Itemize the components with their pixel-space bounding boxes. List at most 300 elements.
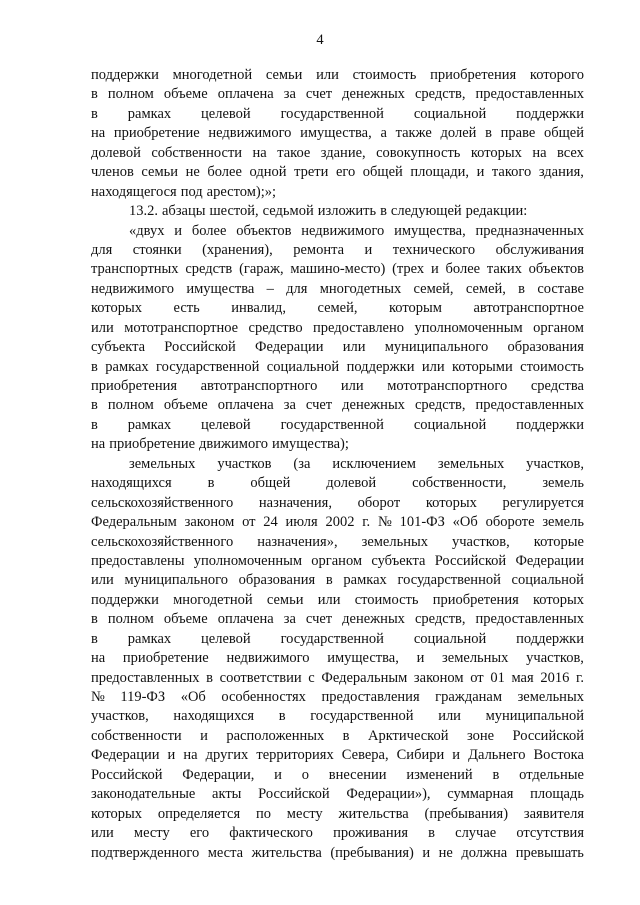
word: Сибири: [396, 747, 445, 764]
word: в: [342, 727, 350, 744]
word: (гараж,: [239, 261, 284, 278]
text-line: [91, 552, 584, 571]
word: общей: [250, 475, 291, 492]
word: на: [252, 144, 267, 161]
word: законом: [184, 514, 235, 531]
word: трети: [294, 164, 329, 181]
word: или: [438, 708, 461, 725]
word: земельных: [129, 455, 196, 472]
word: также: [395, 125, 432, 142]
word: социальной: [413, 416, 487, 433]
word: седьмой: [262, 203, 314, 220]
text-line: [91, 533, 584, 552]
word: долевой: [91, 144, 141, 161]
word: приобретения: [432, 591, 519, 608]
word: семей,: [465, 280, 506, 297]
word: долей: [440, 125, 477, 142]
text-line: [91, 183, 584, 202]
text-line: [91, 591, 584, 610]
word: полном: [107, 397, 154, 414]
word: органом: [311, 552, 363, 569]
word: г.: [362, 514, 371, 531]
word: предоставлены: [91, 552, 185, 569]
word: в: [518, 280, 526, 297]
word: приобретения: [430, 67, 517, 83]
word: органом: [533, 319, 584, 336]
word: с: [308, 669, 315, 686]
word: многодетной: [173, 591, 253, 608]
word: недвижимого: [226, 650, 310, 667]
word: участков: [217, 455, 272, 472]
word: предоставленных: [91, 669, 200, 686]
word: средства: [530, 378, 584, 394]
text-line: [91, 844, 584, 863]
text-line: [91, 85, 584, 104]
word: субъекта: [371, 552, 426, 569]
word: земель: [542, 475, 584, 492]
word: и: [422, 844, 431, 861]
text-line: [91, 377, 584, 396]
word: земельных: [517, 689, 584, 705]
word: зоне: [466, 727, 495, 744]
text-line: [91, 396, 584, 415]
word: Российской: [258, 786, 330, 803]
word: в: [485, 125, 492, 142]
word: таких: [486, 261, 522, 278]
word: определяется: [157, 805, 241, 822]
word: всех: [557, 144, 584, 161]
word: Российской: [164, 339, 236, 356]
text-line: [91, 66, 584, 85]
word: поддержки: [346, 358, 415, 375]
word: государственной: [280, 105, 384, 122]
text-line: [91, 571, 584, 590]
word: имущества,: [327, 650, 399, 667]
text-line: [91, 727, 584, 746]
word: машино-место): [290, 261, 386, 278]
text-line: [91, 610, 584, 629]
word: земель: [542, 514, 584, 531]
word: государственной: [156, 358, 260, 375]
word: 2002: [325, 514, 355, 531]
word: в: [206, 669, 213, 686]
word: государственной: [280, 630, 384, 647]
text-line: [91, 824, 584, 843]
word: регулируется: [502, 494, 584, 511]
word: других: [205, 747, 249, 764]
word: по: [255, 805, 271, 822]
word: семьи: [266, 591, 304, 608]
word: в: [325, 572, 333, 589]
word: месту: [286, 805, 323, 822]
word: и: [476, 164, 485, 181]
word: о: [301, 766, 309, 783]
word: более: [191, 222, 227, 239]
word: средство: [248, 319, 303, 336]
word: счет: [305, 611, 333, 628]
text-line: [91, 455, 584, 474]
word: оплачена: [217, 86, 274, 103]
word: не: [185, 164, 200, 181]
word: жительства: [251, 844, 322, 861]
word: 13.2.: [129, 203, 158, 220]
word: здание,: [320, 144, 366, 161]
word: от: [242, 514, 256, 531]
word: земельных: [361, 533, 428, 550]
word: или: [317, 591, 341, 608]
word: Российской: [91, 766, 163, 783]
word: участков,: [526, 455, 584, 472]
word: подтвержденного: [91, 844, 200, 861]
word: приобретение: [113, 125, 200, 142]
word: недвижимого: [301, 222, 385, 239]
word: объеме: [163, 611, 208, 628]
word: средств,: [414, 86, 466, 103]
word: на: [91, 436, 106, 453]
word: муниципального: [384, 339, 489, 356]
word: назначения»,: [257, 533, 338, 550]
word: «Об: [452, 514, 478, 531]
word: автотранспортное: [473, 300, 584, 317]
word: законом: [413, 669, 464, 686]
word: мая: [511, 669, 534, 686]
word: семей,: [317, 300, 358, 317]
text-line: [91, 805, 584, 824]
word: июля: [285, 514, 318, 531]
word: редакции:: [465, 203, 528, 220]
word: которым: [389, 300, 442, 317]
word: для: [286, 280, 308, 297]
word: социальной: [413, 630, 487, 647]
word: отдельные: [519, 766, 584, 783]
word: гражданам: [435, 689, 503, 705]
word: муниципального: [124, 572, 228, 589]
word: приобретение: [122, 650, 209, 667]
word: которых: [532, 591, 584, 608]
word: Федерации: [515, 552, 584, 569]
text-line: [91, 260, 584, 279]
word: более: [445, 261, 481, 278]
text-line: [91, 416, 584, 435]
word: поддержки: [91, 67, 159, 83]
word: предоставленных: [475, 397, 584, 414]
word: средств,: [414, 611, 466, 628]
text-line: [91, 649, 584, 668]
word: движимого: [199, 436, 269, 453]
text-line: [91, 319, 584, 338]
word: участков,: [452, 533, 510, 550]
word: арестом);»;: [206, 183, 277, 200]
word: Федеральным: [91, 514, 177, 531]
word: г.: [576, 669, 584, 686]
word: превышать: [515, 844, 584, 861]
word: имущества);: [272, 436, 349, 453]
word: стоимость: [354, 591, 419, 608]
word: участков,: [526, 650, 584, 667]
word: уполномоченным: [193, 552, 303, 569]
word: площадь: [530, 786, 584, 803]
word: Федерации,: [182, 766, 255, 783]
word: в: [278, 708, 286, 725]
text-line: [91, 707, 584, 726]
text-line: [91, 338, 584, 357]
word: (за: [293, 455, 311, 472]
word: оплачена: [217, 397, 274, 414]
word: рамках: [127, 416, 172, 433]
word: собственности: [151, 144, 243, 161]
word: рамках: [127, 630, 172, 647]
text-line: [91, 202, 584, 221]
word: денежных: [342, 397, 405, 414]
word: за: [283, 86, 296, 103]
word: или: [342, 339, 366, 356]
word: такого: [491, 164, 532, 181]
text-line: [91, 144, 584, 163]
word: «Об: [180, 689, 206, 705]
word: 2016: [540, 669, 570, 686]
word: рамках: [105, 358, 149, 375]
word: суммарная: [447, 786, 514, 803]
word: общей: [543, 125, 584, 142]
word: полном: [107, 86, 154, 103]
word: обслуживания: [495, 241, 584, 258]
word: поддержки: [516, 105, 584, 122]
word: поддержки: [91, 591, 159, 608]
word: особенностях: [221, 689, 306, 705]
word: предоставленных: [475, 611, 584, 628]
text-line: [91, 630, 584, 649]
word: Федерации: [91, 747, 160, 764]
word: Дальнего: [468, 747, 526, 764]
word: государственной: [310, 708, 414, 725]
word: Федерации: [255, 339, 324, 356]
word: поддержки: [516, 416, 584, 433]
text-line: [91, 688, 584, 707]
word: предназначенных: [475, 222, 584, 239]
word: №: [91, 689, 105, 705]
word: составе: [537, 280, 584, 297]
word: не: [438, 844, 453, 861]
word: стоянки: [132, 241, 182, 258]
word: в: [207, 475, 215, 492]
word: долевой: [326, 475, 377, 492]
word: его: [335, 164, 356, 181]
word: поддержки: [516, 630, 584, 647]
text-line: [91, 163, 584, 182]
word: инвалид,: [231, 300, 286, 317]
word: а: [380, 125, 387, 142]
text-line: [91, 669, 584, 688]
text-line: [91, 241, 584, 260]
word: жительства: [338, 805, 409, 822]
word: Федерации»),: [346, 786, 431, 803]
word: заявителя: [523, 805, 584, 822]
text-line: [91, 746, 584, 765]
word: членов: [91, 164, 134, 181]
page-number: 4: [316, 32, 324, 48]
word: следующей: [390, 203, 462, 220]
word: случае: [455, 825, 497, 842]
word: многодетной: [172, 67, 253, 83]
word: внесении: [328, 766, 387, 783]
word: находящихся: [91, 475, 172, 492]
text-line: [91, 766, 584, 785]
word: многодетных: [319, 280, 402, 297]
word: за: [283, 397, 296, 414]
word: соответствии: [219, 669, 302, 686]
word: объеме: [163, 86, 208, 103]
word: средств: [185, 261, 233, 278]
word: собственности,: [412, 475, 507, 492]
text-line: [91, 494, 584, 513]
word: оборот: [357, 494, 401, 511]
word: образования: [507, 339, 584, 356]
word: субъекта: [91, 339, 146, 356]
word: в: [380, 203, 387, 220]
word: собственности: [91, 727, 182, 744]
word: в: [91, 358, 98, 375]
word: и: [274, 766, 282, 783]
word: фактического: [229, 825, 313, 842]
word: семей,: [413, 280, 454, 297]
word: технического: [392, 241, 476, 258]
word: имущества,: [300, 125, 372, 142]
word: общей: [362, 164, 403, 181]
word: (хранения),: [202, 241, 273, 258]
word: объеме: [163, 397, 208, 414]
word: –: [266, 280, 274, 297]
word: семьи: [265, 67, 303, 83]
word: территориях: [256, 747, 334, 764]
word: которыми: [452, 358, 513, 375]
word: автотранспортного: [200, 378, 318, 394]
word: недвижимого: [208, 125, 292, 142]
word: и: [452, 747, 461, 764]
word: его: [189, 825, 210, 842]
word: сельскохозяйственного: [91, 494, 234, 511]
word: участков,: [91, 708, 149, 725]
word: которые: [533, 533, 584, 550]
word: места: [207, 844, 244, 861]
word: и: [174, 222, 183, 239]
text-line: [91, 513, 584, 532]
word: 119-ФЗ: [120, 689, 166, 705]
word: праве: [500, 125, 536, 142]
word: транспортных: [91, 261, 179, 278]
text-line: [91, 124, 584, 143]
text-line: [91, 785, 584, 804]
text-line: [91, 474, 584, 493]
word: такое: [277, 144, 311, 161]
word: счет: [305, 397, 333, 414]
word: имущества: [186, 280, 255, 297]
word: более: [207, 164, 242, 181]
word: «двух: [129, 222, 165, 239]
word: и: [364, 241, 373, 258]
word: предоставлено: [313, 319, 404, 336]
word: имущества,: [394, 222, 466, 239]
word: Востока: [533, 747, 584, 764]
word: 101-ФЗ: [399, 514, 445, 531]
word: находящихся: [173, 708, 255, 725]
word: отсутствия: [516, 825, 584, 842]
word: проживания: [333, 825, 409, 842]
word: денежных: [342, 86, 405, 103]
word: Арктической: [367, 727, 449, 744]
word: находящегося: [91, 183, 177, 200]
word: социальной: [511, 572, 584, 589]
word: социальной: [266, 358, 340, 375]
word: должна: [461, 844, 508, 861]
word: семьи: [141, 164, 179, 181]
word: государственной: [280, 416, 384, 433]
word: (трех: [392, 261, 425, 278]
word: Российской: [434, 552, 507, 569]
word: мототранспортное: [124, 319, 239, 336]
word: предоставления: [321, 689, 420, 705]
word: государственной: [397, 572, 501, 589]
word: которых: [91, 300, 143, 317]
word: расположенных: [226, 727, 325, 744]
word: в: [91, 611, 98, 628]
word: изложить: [317, 203, 377, 220]
word: стоимость: [520, 358, 584, 375]
word: одной: [249, 164, 287, 181]
word: или: [340, 378, 364, 394]
word: целевой: [201, 105, 251, 122]
word: исключением: [332, 455, 416, 472]
word: от: [470, 669, 484, 686]
word: мототранспортного: [387, 378, 508, 394]
word: законодательные: [91, 786, 196, 803]
word: и: [430, 261, 439, 278]
word: социальной: [413, 105, 487, 122]
text-line: [91, 299, 584, 318]
word: или: [91, 825, 114, 842]
word: уполномоченным: [414, 319, 523, 336]
word: в: [91, 630, 98, 647]
word: которого: [529, 67, 584, 83]
word: абзацы: [162, 203, 206, 220]
word: или: [421, 358, 445, 375]
word: которых: [91, 805, 143, 822]
text-line: [91, 435, 584, 454]
word: земельных: [437, 455, 505, 472]
word: на: [532, 144, 547, 161]
word: в: [91, 397, 98, 414]
document-body: [91, 66, 584, 863]
word: или: [91, 319, 114, 336]
word: рамках: [127, 105, 172, 122]
word: на: [183, 747, 198, 764]
word: (пребывания): [424, 805, 509, 822]
word: сельскохозяйственного: [91, 533, 234, 550]
word: 24: [263, 514, 278, 531]
word: приобретение: [109, 436, 196, 453]
word: площади,: [410, 164, 469, 181]
word: или: [316, 67, 339, 83]
word: целевой: [201, 416, 251, 433]
word: под: [180, 183, 203, 200]
word: в: [91, 105, 98, 122]
word: шестой,: [209, 203, 259, 220]
word: и: [416, 650, 425, 667]
word: Российской: [512, 727, 584, 744]
word: Федеральным: [321, 669, 408, 686]
word: приобретения: [91, 378, 178, 394]
word: которых: [425, 494, 477, 511]
word: объектов: [236, 222, 292, 239]
